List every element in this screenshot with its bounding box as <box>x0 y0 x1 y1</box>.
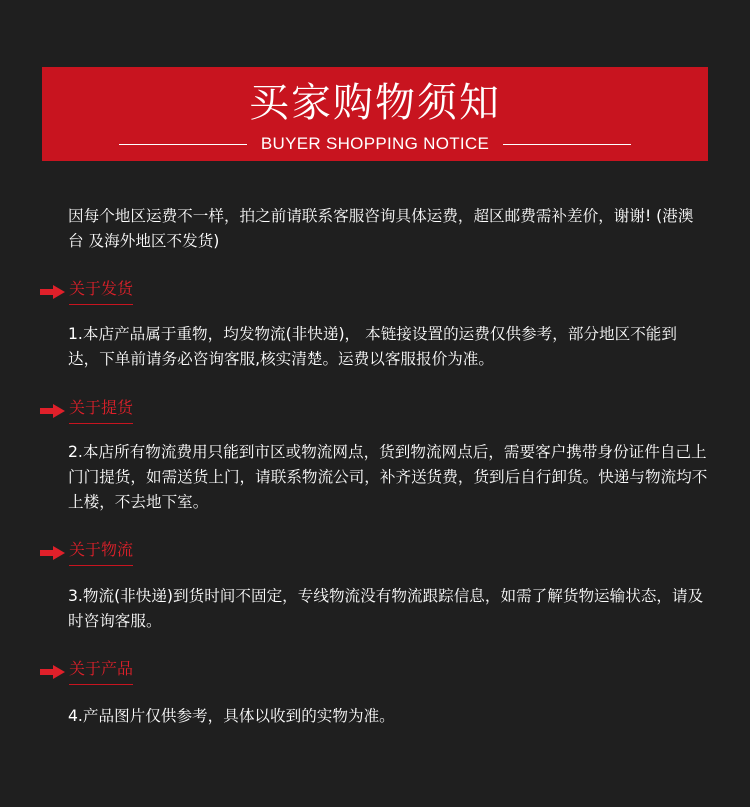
right-arrow-icon <box>40 665 65 679</box>
subtitle-row <box>42 133 708 155</box>
section-label: 关于物流 <box>69 539 133 566</box>
right-arrow-icon <box>40 404 65 418</box>
section-heading-shipping <box>40 278 133 305</box>
divider-right <box>503 144 631 145</box>
section-text-product: 4.产品图片仅供参考，具体以收到的实物为准。 <box>68 707 395 725</box>
header-banner <box>42 67 708 161</box>
page-subtitle: BUYER SHOPPING NOTICE <box>260 134 490 153</box>
section-label: 关于发货 <box>69 278 133 305</box>
page-title: 买家购物须知 <box>249 80 501 126</box>
section-text-logistics: 3.物流(非快递)到货时间不固定，专线物流没有物流跟踪信息，如需了解货物运输状态，请及时咨询客服。 <box>68 587 704 630</box>
right-arrow-icon <box>40 546 65 560</box>
section-label: 关于产品 <box>69 658 133 685</box>
section-heading-logistics <box>40 539 133 566</box>
section-text-shipping: 1.本店产品属于重物，均发物流(非快递)， 本链接设置的运费仅供参考，部分地区不能到达，下单前请务必咨询客服,核实清楚。运费以客服报价为准。 <box>68 325 677 368</box>
section-label: 关于提货 <box>69 397 133 424</box>
right-arrow-icon <box>40 285 65 299</box>
section-heading-pickup <box>40 397 133 424</box>
section-text-pickup: 2.本店所有物流费用只能到市区或物流网点，货到物流网点后，需要客户携带身份证件自己上门门提货，如需送货上门，请联系物流公司，补齐送货费，货到后自行卸货。快递与物流均不上楼，不去地下室。 <box>68 443 708 511</box>
divider-left <box>119 144 247 145</box>
section-heading-product <box>40 658 133 685</box>
intro-text: 因每个地区运费不一样，拍之前请联系客服咨询具体运费，超区邮费需补差价，谢谢! (港澳台 及海外地区不发货) <box>68 207 694 250</box>
